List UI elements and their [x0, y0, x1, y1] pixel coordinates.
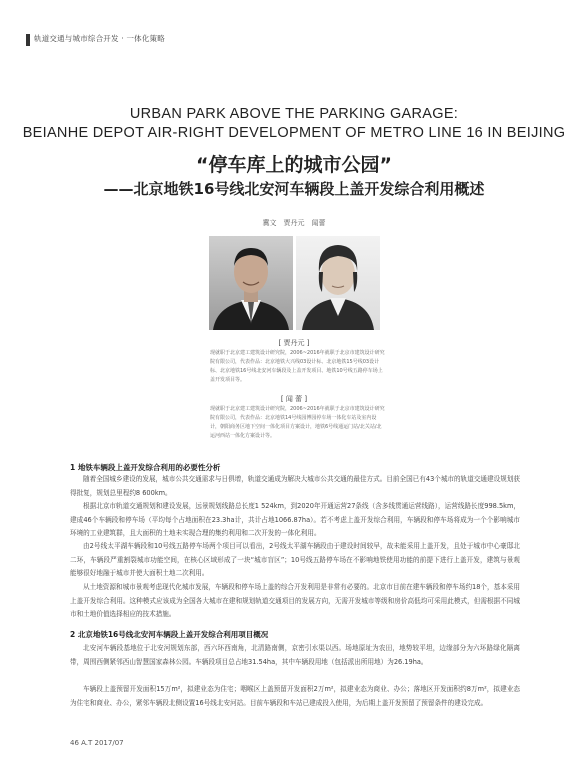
title-en-line1: URBAN PARK ABOVE THE PARKING GARAGE: — [129, 106, 459, 122]
bio-text-1: 现就职于北京建工建筑设计研究院，2006~2016年就职于北京市建筑设计研究院有限公司，代表作品：北京地铁大兴线03设计标、北京地铁15号线03设计标、北京地铁16号线北安河车辆段及上盖开发项目、地铁10号线五路停车场上盖开发项目等。 — [210, 350, 385, 383]
title-cn-sub: ——北京地铁16号线北安河车辆段上盖开发综合利用概述 — [103, 180, 485, 198]
paragraph: 从土地资源和城市景观考虑现代化城市发展，车辆段和停车场上盖的综合开发利用是非常有必要的。北京市目前在建车辆段和停车场约18个，基本采用上盖开发综合利用。这种模式应该成为全国各大城市在建和规划轨道交通项目的发展方向，无需开发城市等级和房价高低均可采用此模式，但需根据不同城市和土地价值选择相应的技术措施。 — [70, 583, 520, 619]
bio-label-2: [ 闻 蕾 ] — [280, 395, 308, 403]
paragraph: 由2号线太平湖车辆段和10号线五路停车场两个项目可以看出，2号线太平湖车辆段由于建设时间较早，故未能采用上盖开发，且处于城市中心豪邸北二环，车辆段严重割裂城市功能空间，在核心区域形成了一块“城市盲区”；10号线五路停车场在不影响地铁使用功能的前提下进行上盖开发，建筑与景观能够很好地融于城市并使大面积土地二次利用。 — [70, 542, 520, 578]
title-cn-main: “停车库上的城市公园” — [196, 154, 392, 176]
bio-label-1: [ 贾丹元 ] — [278, 339, 310, 347]
section-label: 轨道交通与城市综合开发 · 一体化策略 — [34, 34, 165, 43]
bio-text-2: 现就职于北京建工建筑设计研究院，2006~2016年就职于北京市建筑设计研究院有限公司，代表作品：北京地铁14号线园博园停车场一体化车站及室内设计，朝阳商务区地下空间一体化项目方案设计，地铁6号线通运门站/北关站/北运河西站一体化方案设计等。 — [210, 406, 385, 439]
paragraph: 北安河车辆段基地位于北安河规划东部，西六环西南角，北清路南侧，京密引水渠以西。场地原址为农田，地势较平坦，边缘部分为六环路绿化隔离带，周围西侧紧邻西山智慧国家森林公园。车辆段项目总占地31.54ha，其中车辆段用地（包括派出所用地）为26.19ha。 — [70, 644, 520, 666]
author-photo-2 — [296, 236, 380, 330]
section-heading-2: 2 北京地铁16号线北安河车辆段上盖开发综合利用项目概况 — [70, 630, 269, 639]
section-heading-1: 1 地铁车辆段上盖开发综合利用的必要性分析 — [70, 463, 221, 472]
authors: 冀文 贾丹元 闻蕾 — [262, 219, 326, 227]
paragraph: 根据北京市轨道交通规划和建设发展，远景规划线路总长度1 524km，到2020年开通运营27条线（含多线贯通运营线路），运营线路长度998.5km，建成46个车辆段和停车场（平均每个占地面积在23.3ha计，共计占地1066.87ha）。若不考虑上盖开发综合利用，车辆段和停车场将成为一个个影响城市环境的工业建筑群，且大面积的土地未实现合理的集约利用和二次开发的一体化利用。 — [70, 502, 520, 538]
author-photo-1 — [209, 236, 293, 330]
page-footer: 46 A.T 2017/07 — [70, 739, 124, 747]
header-bar — [26, 34, 30, 46]
paragraph: 车辆段上盖预留开发面积15万m²，拟建业态为住宅；咽喉区上盖预留开发面积2万m²，拟建业态为商业、办公；落地区开发面积约8万m²，拟建业态为住宅和商业、办公，紧邻车辆段北侧设置16号线北安河站。目前车辆段和车站已建成投入使用，为后期上盖开发预留了预留条件的建设完成。 — [70, 685, 520, 707]
title-en-line2: BEIANHE DEPOT AIR-RIGHT DEVELOPMENT OF METRO LINE 16 IN BEIJING — [22, 125, 566, 141]
paragraph: 随着全国城乡建设的发展，城市公共交通需求与日俱增，轨道交通成为解决大城市公共交通的最佳方式。目前全国已有43个城市的轨道交通建设规划获得批复，规划总里程约8 600km。 — [70, 475, 520, 497]
